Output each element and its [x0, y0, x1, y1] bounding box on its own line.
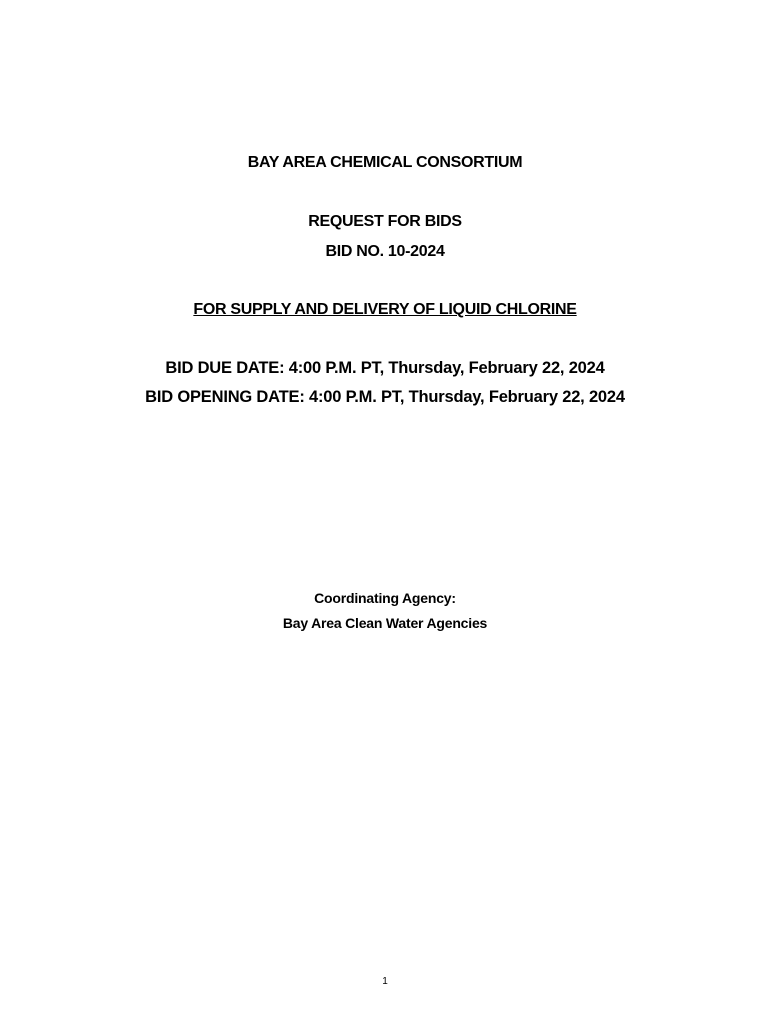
bid-subject: FOR SUPPLY AND DELIVERY OF LIQUID CHLORINE: [193, 301, 577, 318]
page-number: 1: [382, 976, 388, 987]
request-type: REQUEST FOR BIDS: [308, 213, 462, 230]
bid-number: BID NO. 10-2024: [325, 243, 445, 260]
organization-title: BAY AREA CHEMICAL CONSORTIUM: [247, 154, 523, 171]
coordinating-agency-label: Coordinating Agency:: [314, 590, 456, 606]
bid-opening-date: BID OPENING DATE: 4:00 P.M. PT, Thursday, February 22, 2024: [145, 388, 625, 406]
coordinating-agency-name: Bay Area Clean Water Agencies: [282, 615, 488, 631]
bid-due-date: BID DUE DATE: 4:00 P.M. PT, Thursday, February 22, 2024: [165, 359, 605, 377]
